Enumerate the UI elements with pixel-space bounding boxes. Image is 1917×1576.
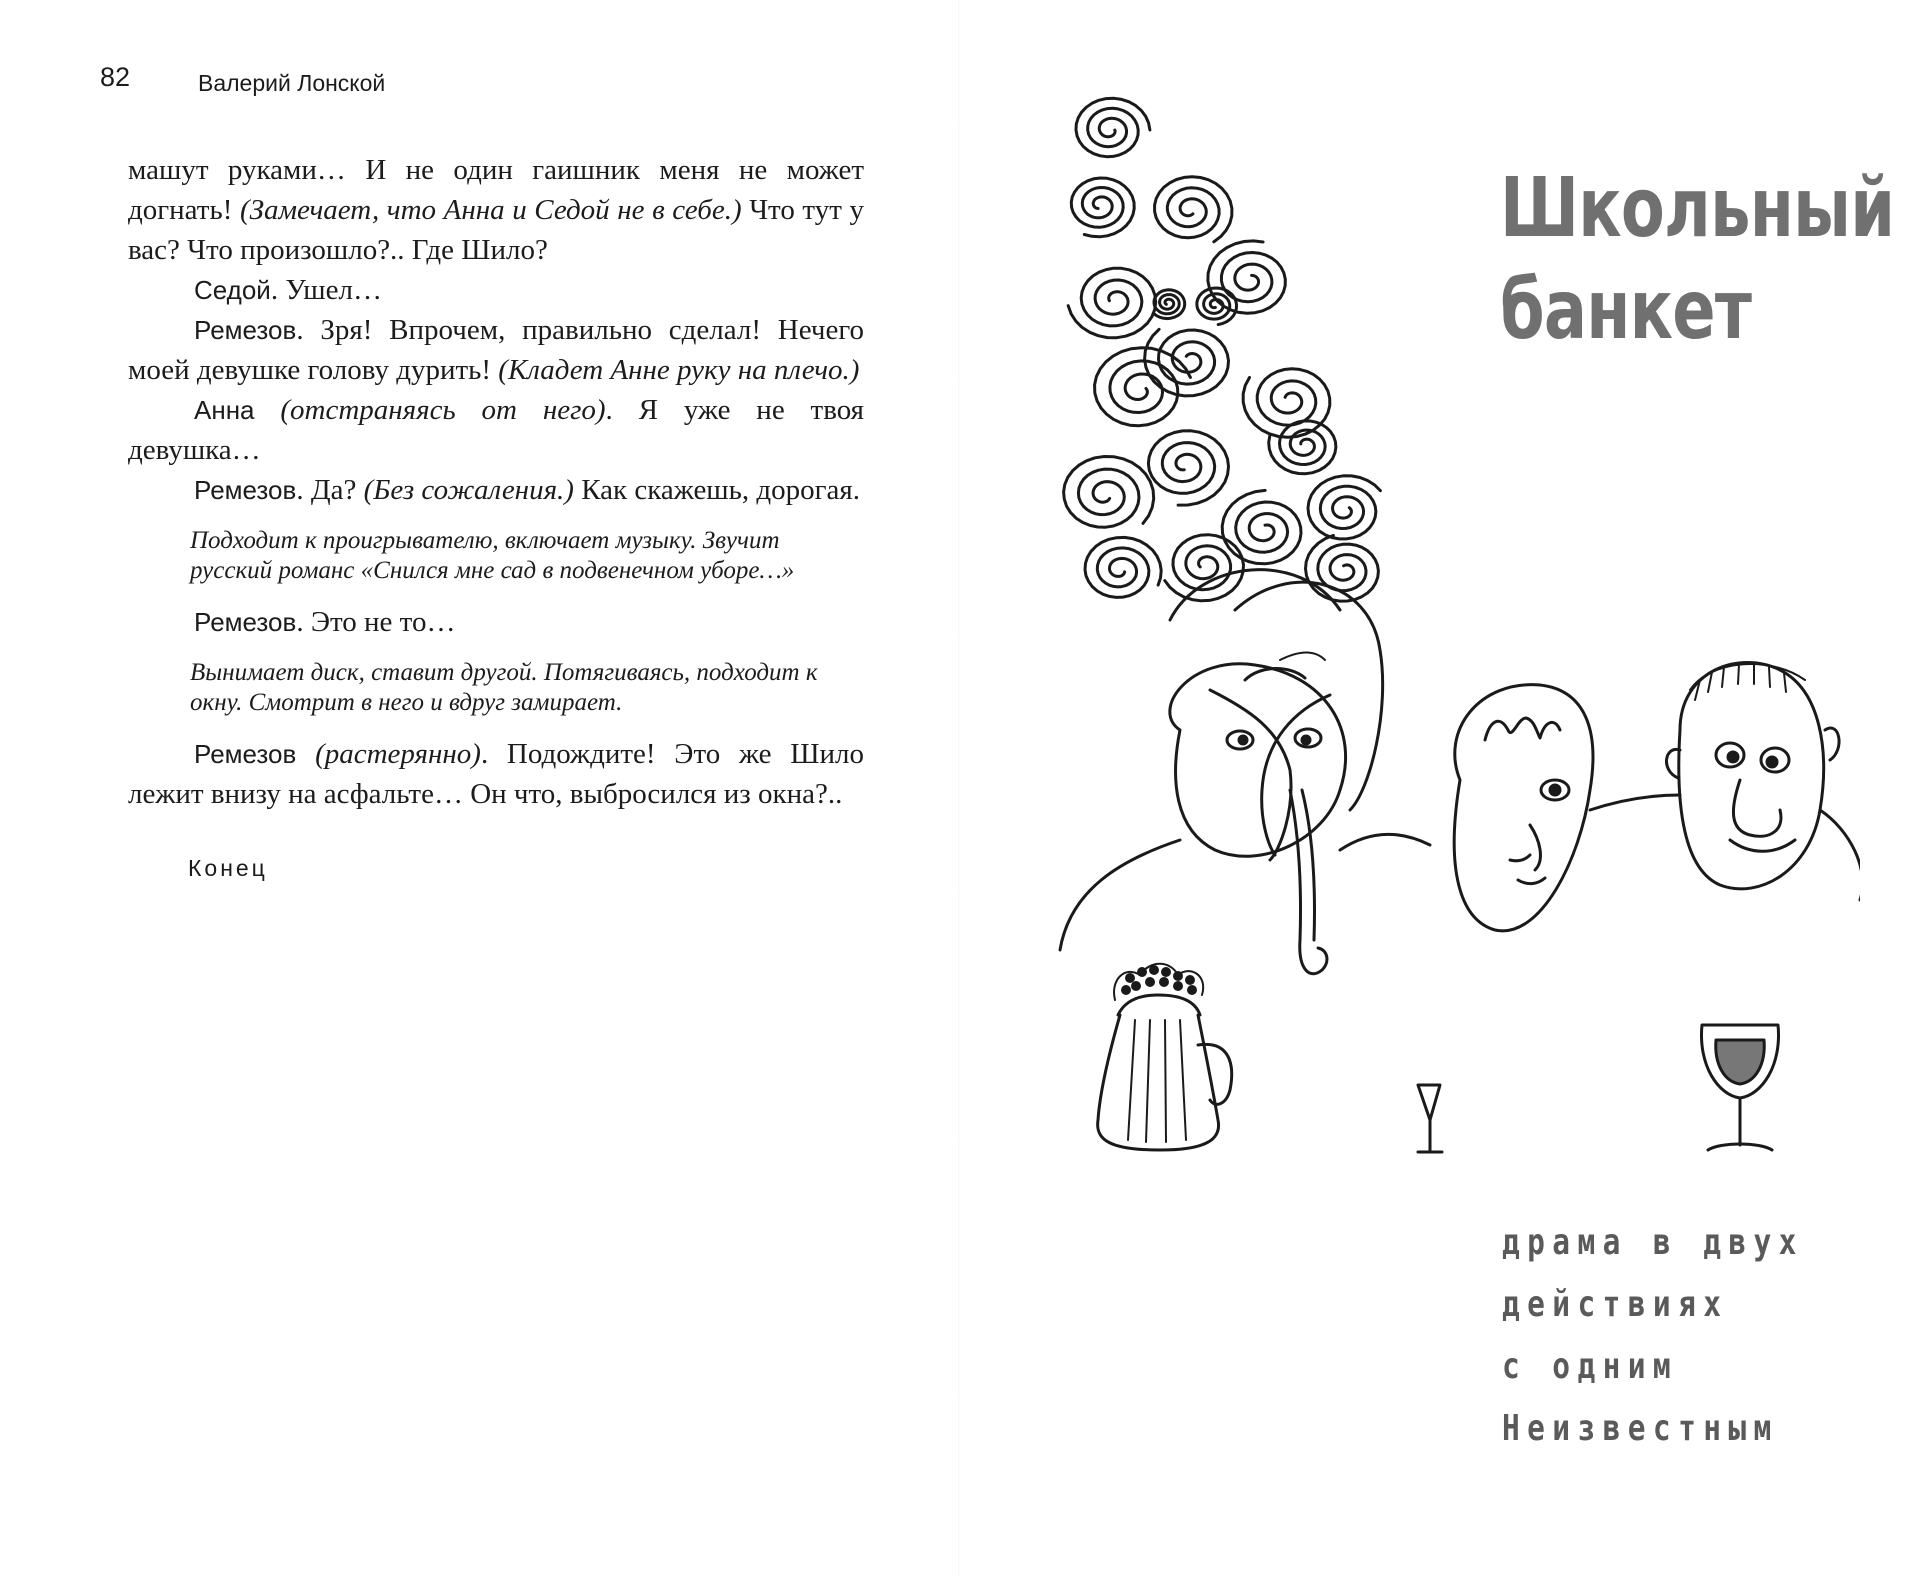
stage-direction-inline: (растерянно) <box>296 738 481 770</box>
left-page <box>0 0 958 1576</box>
spiral-bubble <box>1068 268 1156 338</box>
paragraph-text: . Ушел… <box>270 274 382 306</box>
paragraph-text: . Подождите! Это же Шило лежит внизу на асфальте… Он что, выбросился из окна?.. <box>128 738 864 810</box>
spiral-bubble <box>1148 431 1228 505</box>
play-subtitle <box>1502 1212 1804 1460</box>
foam-bubble <box>1161 967 1171 977</box>
spiral-bubble <box>1269 421 1336 474</box>
foam-bubble <box>1159 977 1169 987</box>
subtitle-line-1: драма в двух <box>1502 1222 1804 1263</box>
speaker-name: Ремезов <box>194 607 297 637</box>
spiral-bubble <box>1071 178 1134 237</box>
foam-bubble <box>1125 973 1135 983</box>
speaker-name: Седой <box>194 275 271 305</box>
stage-direction-2: Вынимает диск, ставит другой. Потягиваясь, подходит к окну. Смотрит в него и вдруг замирает. <box>190 659 818 716</box>
foam-bubble <box>1131 981 1141 991</box>
paragraph-text: . Да? <box>296 474 364 506</box>
foam-bubble <box>1187 985 1197 995</box>
spiral-bubble <box>1222 490 1301 563</box>
paragraph-text: машут руками… И не один гаишник меня не может догнать! <box>128 154 864 226</box>
paragraph-2 <box>128 270 864 310</box>
subtitle-line-4: Неизвестным <box>1502 1408 1779 1449</box>
speaker-name: Ремезов <box>194 475 297 505</box>
end-mark: Конец <box>188 855 268 881</box>
middle-figure <box>1454 685 1680 931</box>
stage-direction-inline: (Без сожаления.) <box>363 474 574 506</box>
foam-bubble <box>1173 981 1183 991</box>
small-glass <box>1418 1085 1442 1152</box>
speaker-name: Ремезов <box>194 315 297 345</box>
play-title <box>1500 158 1895 362</box>
title-line-2: банкет <box>1500 263 1752 358</box>
paragraph-1 <box>128 150 864 270</box>
spiral-bubble <box>1197 288 1237 325</box>
speaker-name: Ремезов <box>194 739 297 769</box>
play-text <box>128 150 864 888</box>
foam-bubble <box>1149 965 1159 975</box>
foam-bubble <box>1145 977 1155 987</box>
beer-mug <box>1098 964 1232 1150</box>
spiral-bubble <box>1208 241 1285 313</box>
title-line-1: Школьный <box>1500 161 1895 256</box>
foam-bubble <box>1173 971 1183 981</box>
foam-bubble <box>1185 975 1195 985</box>
spiral-bubble <box>1095 348 1191 426</box>
paragraph-text: . Это не то… <box>296 606 456 638</box>
stage-direction-inline: (отстраняясь от него) <box>254 394 606 426</box>
spiral-bubble <box>1165 535 1244 601</box>
paragraph-7 <box>128 734 864 814</box>
paragraph-text: Что тут у вас? Что произошло?.. Где Шило? <box>128 194 864 266</box>
paragraph-5 <box>128 470 864 510</box>
left-figure <box>1060 570 1430 974</box>
spiral-bubble <box>1064 457 1154 528</box>
speaker-name: Анна <box>194 395 255 425</box>
paragraph-text: . Я уже не твоя девушка… <box>128 394 864 466</box>
subtitle-line-2: действиях <box>1502 1284 1729 1325</box>
spiral-bubble <box>1155 177 1232 242</box>
running-head: Валерий Лонской <box>198 70 386 96</box>
right-figure <box>1666 663 1860 901</box>
stage-direction-inline: (Замечает, что Анна и Седой не в себе.) <box>239 194 742 226</box>
right-page <box>960 0 1917 1576</box>
spiral-bubbles <box>1064 98 1381 601</box>
spiral-bubble <box>1154 290 1185 319</box>
spiral-bubble <box>1085 537 1161 597</box>
subtitle-line-3: с одним <box>1502 1346 1679 1387</box>
stage-direction-1: Подходит к проигрывателю, включает музыку. Звучит русский романс «Снился мне сад в подвенечном уборе…» <box>190 527 795 584</box>
paragraph-text: Как скажешь, дорогая. <box>573 474 860 506</box>
page-number: 82 <box>100 62 131 92</box>
foam-bubble <box>1121 985 1131 995</box>
stage-direction-inline: (Кладет Анне руку на плечо.) <box>498 354 860 386</box>
paragraph-3 <box>128 310 864 390</box>
spiral-bubble <box>1076 98 1150 156</box>
spiral-bubble <box>1308 476 1380 539</box>
paragraph-6 <box>128 602 864 642</box>
foam-bubble <box>1137 967 1147 977</box>
wine-glass <box>1701 1025 1778 1150</box>
paragraph-4 <box>128 390 864 470</box>
paragraph-text: . Зря! Впрочем, правильно сделал! Нечего моей девушке голову дурить! <box>128 314 864 386</box>
